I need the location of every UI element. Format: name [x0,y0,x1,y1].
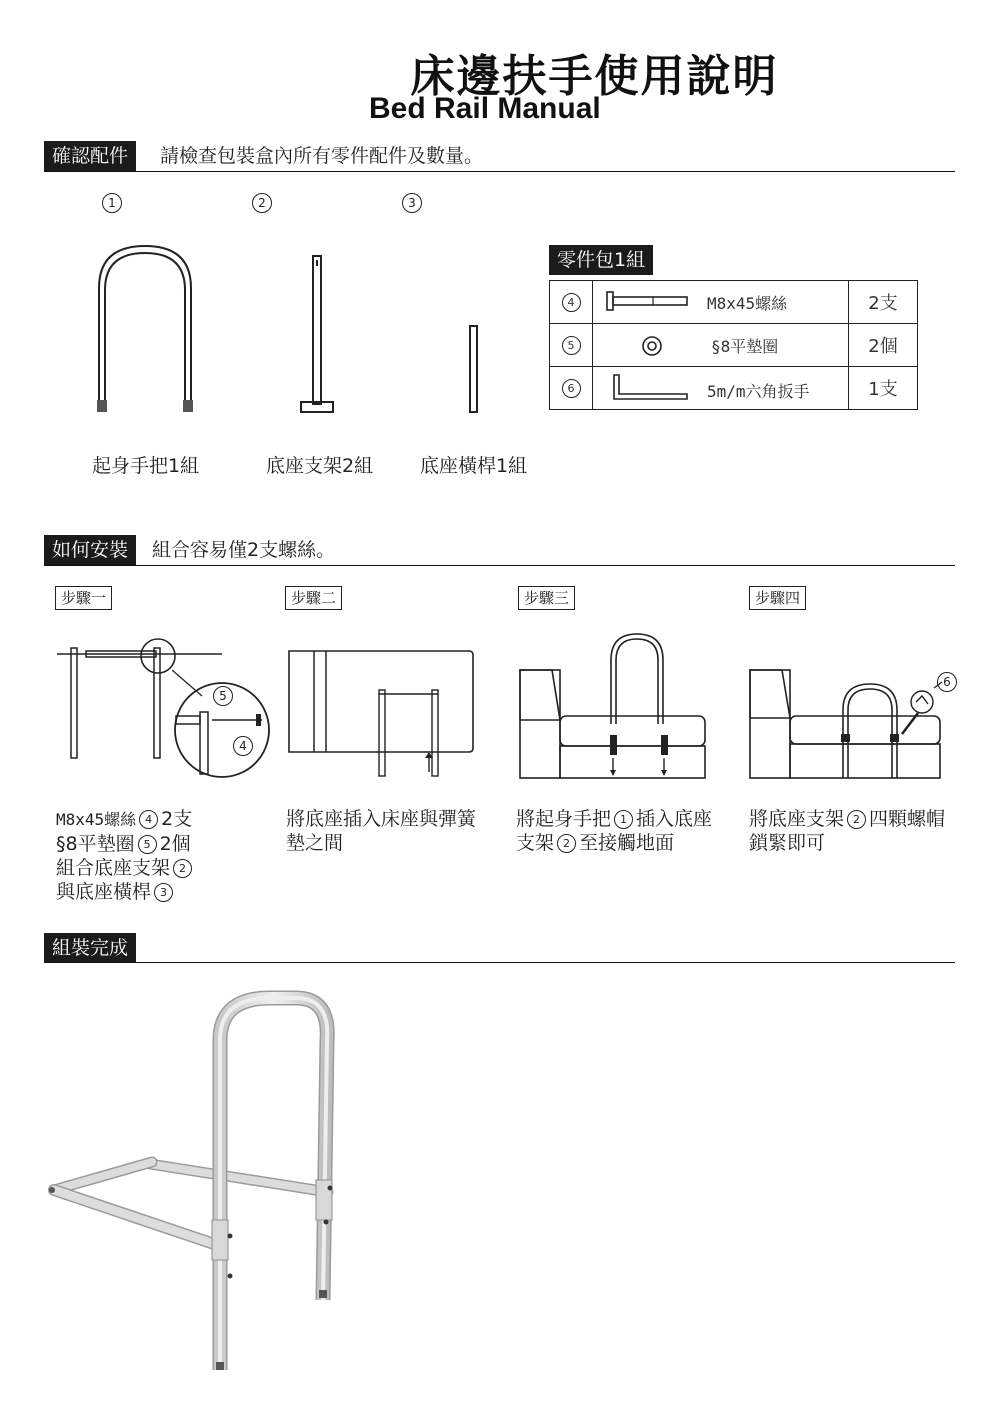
step-1-title: 步驟一 [55,586,112,610]
kit-qty-bolt: 2支 [849,281,918,324]
step-2-line: 墊之間 [286,832,344,854]
part-number-3: 3 [402,193,422,213]
section-install-desc: 組合容易僅2支螺絲。 [152,539,336,561]
step-1-line: 組合底座支架 [56,857,171,879]
step-1-line: 2支 [161,808,193,830]
step-4-title: 步驟四 [749,586,806,610]
step-3-line: 至接觸地面 [579,832,675,854]
step-3-line: 支架 [516,832,555,854]
step-4-ref-2: 2 [847,810,866,829]
step-1-callout-bolt: 4 [233,736,253,756]
step-3-line: 插入底座 [636,808,713,830]
step-4-illustration [748,668,948,784]
kit-row [550,367,918,410]
kit-item-name-bolt: M8x45螺絲 [707,294,788,313]
part-name-2: 底座支架2組 [266,455,374,477]
page-title: 床邊扶手使用說明 [410,51,779,102]
washer-icon [641,335,663,357]
step-4-callout-hex-key: 6 [937,672,957,692]
base-bracket-part-icon [296,254,340,416]
step-4-line: 鎖緊即可 [749,832,826,854]
kit-qty-washer: 2個 [849,324,918,367]
section-complete-label: 組裝完成 [44,933,136,963]
crossbar-part-icon [466,322,482,416]
section-confirm-label: 確認配件 [44,141,136,171]
kit-num-6: 6 [562,379,581,398]
kit-title: 零件包1組 [549,245,653,275]
hex-key-icon [611,373,691,403]
step-3-title: 步驟三 [518,586,575,610]
section-divider [44,171,955,172]
step-2-text [286,807,501,855]
kit-row [550,281,918,324]
step-3-text [516,807,741,855]
step-3-ref-1: 1 [614,810,633,829]
step-1-callout-washer: 5 [213,686,233,706]
page-subtitle: Bed Rail Manual [369,92,601,125]
handle-part-icon [90,238,205,418]
section-divider [44,962,955,963]
step-1-text [56,807,256,904]
step-4-line: 四顆螺帽 [869,808,946,830]
step-4-line: 將底座支架 [749,808,845,830]
step-3-line: 將起身手把 [516,808,612,830]
step-1-ref-5: 5 [138,835,157,854]
section-install-label: 如何安裝 [44,535,136,565]
kit-item-name-hex-key: 5m/m六角扳手 [707,382,810,401]
step-2-line: 將底座插入床座與彈簧 [286,808,477,830]
part-name-1: 起身手把1組 [92,455,200,477]
bolt-icon [605,291,695,313]
step-2-illustration [286,648,476,780]
step-1-line: M8x45螺絲 [56,810,137,829]
part-name-3: 底座橫桿1組 [420,455,528,477]
step-1-line: §8平墊圈 [56,833,135,855]
section-divider [44,565,955,566]
step-1-line: 與底座橫桿 [56,881,152,903]
step-1-line: 2個 [159,833,191,855]
step-1-ref-4: 4 [139,810,158,829]
section-confirm-desc: 請檢查包裝盒內所有零件配件及數量。 [160,145,484,167]
step-3-ref-2: 2 [557,834,576,853]
kit-num-4: 4 [562,293,581,312]
part-number-1: 1 [102,193,122,213]
kit-table [549,280,918,410]
step-3-illustration [518,630,708,782]
kit-item-name-washer: §8平墊圈 [711,337,779,356]
kit-num-5: 5 [562,336,581,355]
kit-qty-hex-key: 1支 [849,367,918,410]
part-number-2: 2 [252,193,272,213]
step-1-ref-3: 3 [154,883,173,902]
step-1-illustration [52,634,272,784]
step-2-title: 步驟二 [285,586,342,610]
step-4-text [749,807,969,855]
step-1-ref-2: 2 [173,859,192,878]
kit-row [550,324,918,367]
assembled-bed-rail-image [40,990,350,1380]
